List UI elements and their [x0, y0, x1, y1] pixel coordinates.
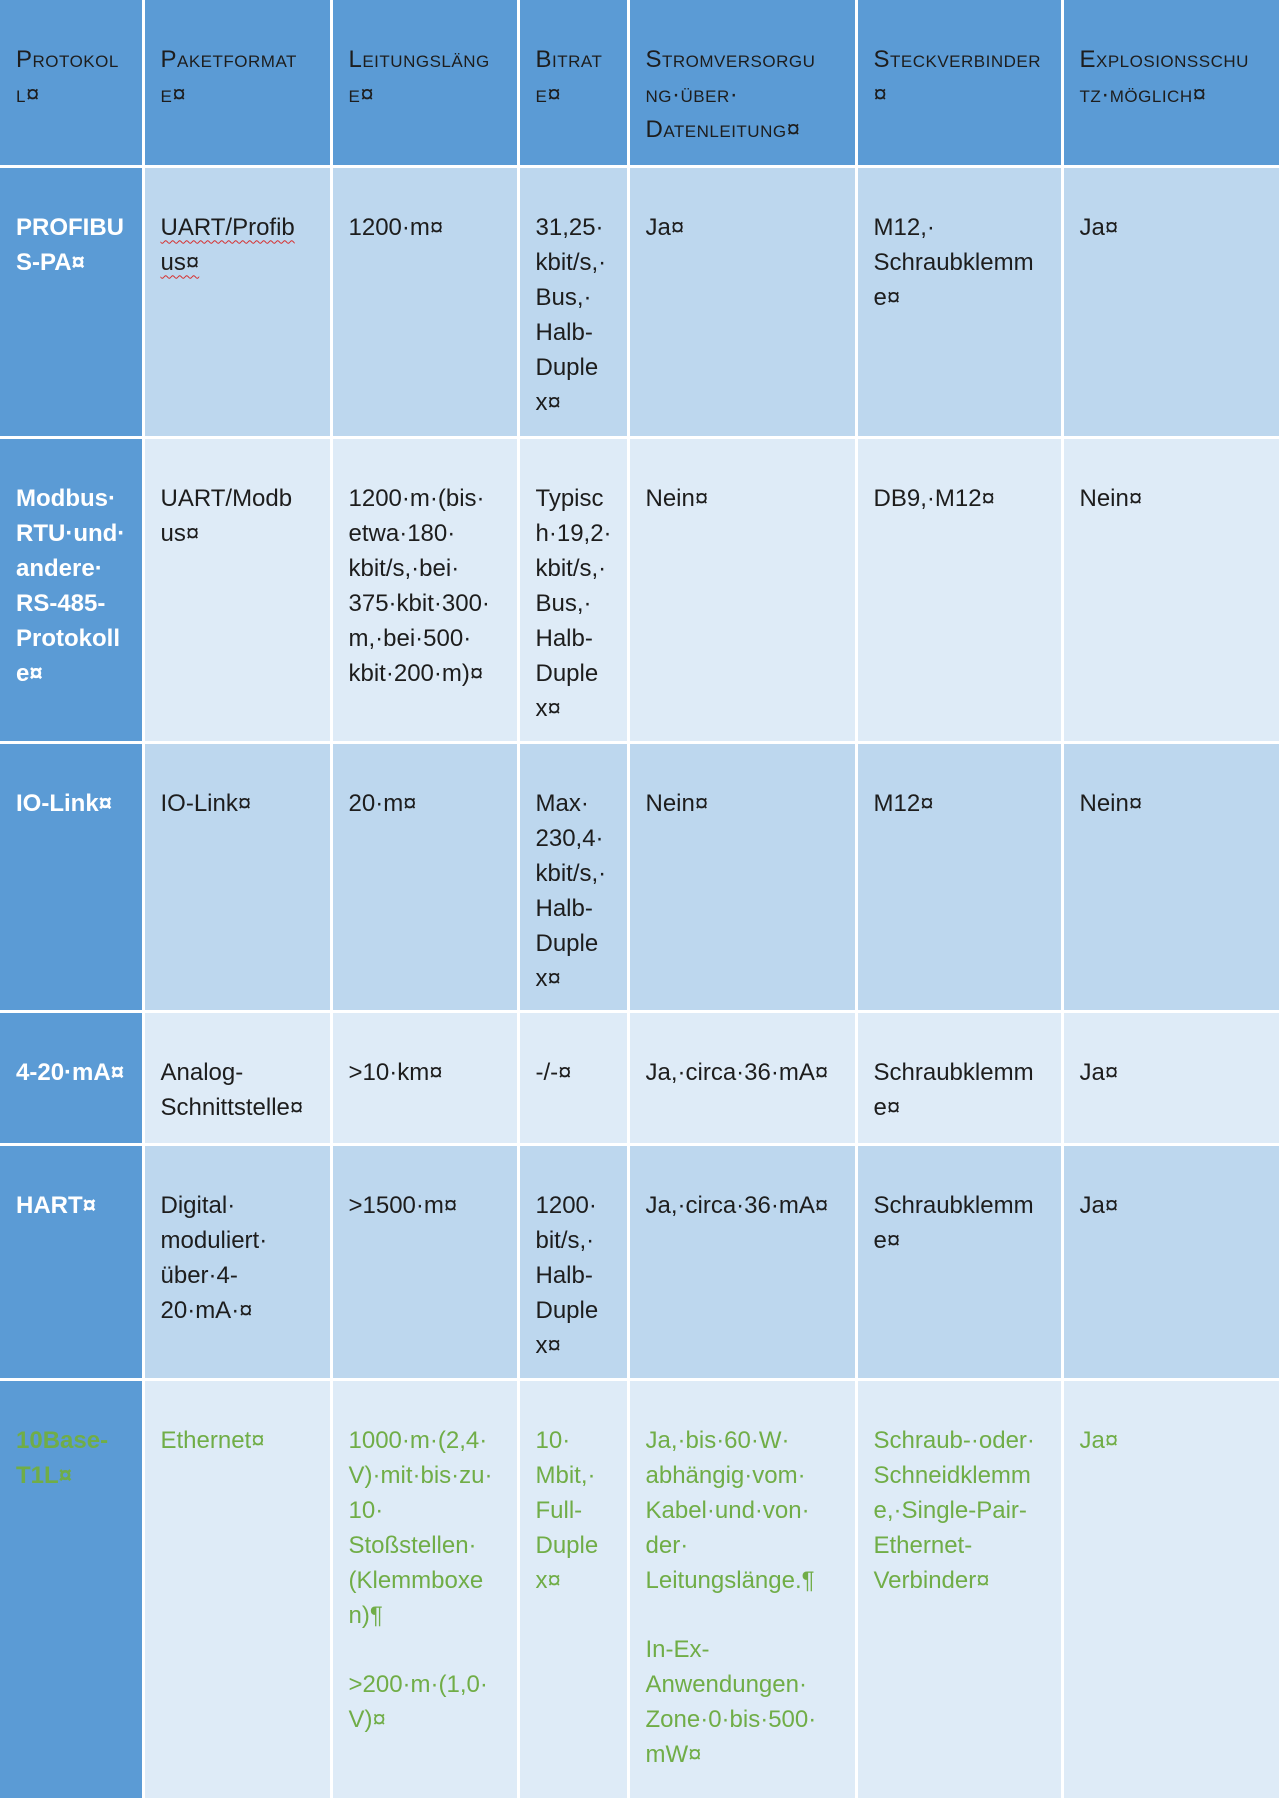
table-header-row — [0, 0, 1280, 166]
table-row — [0, 437, 1280, 742]
length-main: 1000·m·(2,4· V)·mit·bis·zu· 10· Stoßstellen· (Klemmboxe n)¶ — [348, 1426, 493, 1629]
power-main: Ja,·bis·60·W· abhängig·vom· Kabel·und·von· der· Leitungslänge.¶ — [645, 1426, 815, 1594]
cell-connector: Schraubklemm e¤ — [856, 1144, 1062, 1379]
cell-protocol: PROFIBU S-PA¤ — [0, 166, 143, 437]
cell-bitrate: Max· 230,4· kbit/s,· Halb- Duple x¤ — [518, 742, 628, 1011]
cell-protocol: 10Base- T1L¤ — [0, 1379, 143, 1799]
cell-ex: Ja¤ — [1062, 1011, 1280, 1144]
table-row — [0, 166, 1280, 437]
cell-format: Analog- Schnittstelle¤ — [143, 1011, 331, 1144]
cell-protocol: Modbus· RTU·und· andere· RS-485- Protokoll e¤ — [0, 437, 143, 742]
cell-power: Ja¤ — [628, 166, 856, 437]
header-explosion-protection: Explosionsschu tz·möglich¤ — [1062, 0, 1280, 166]
length-alt: >200·m·(1,0· V)¤ — [348, 1670, 488, 1733]
header-power-over-data: Stromversorgu ng·über· Datenleitung¤ — [628, 0, 856, 166]
table-row — [0, 1144, 1280, 1379]
cell-protocol: IO-Link¤ — [0, 742, 143, 1011]
header-bitrate: Bitrat e¤ — [518, 0, 628, 166]
cell-format: IO-Link¤ — [143, 742, 331, 1011]
cell-bitrate: 1200· bit/s,· Halb- Duple x¤ — [518, 1144, 628, 1379]
cell-length: 1200·m¤ — [331, 166, 518, 437]
table-row — [0, 1011, 1280, 1144]
power-ex: In-Ex- Anwendungen· Zone·0·bis·500· mW¤ — [645, 1635, 817, 1768]
cell-length: >1500·m¤ — [331, 1144, 518, 1379]
cell-power: Ja,·circa·36·mA¤ — [628, 1144, 856, 1379]
cell-ex: Ja¤ — [1062, 1379, 1280, 1799]
cell-bitrate: 31,25· kbit/s,· Bus,· Halb- Duple x¤ — [518, 166, 628, 437]
cell-bitrate: 10· Mbit,· Full- Duple x¤ — [518, 1379, 628, 1799]
header-packet-format: Paketformat e¤ — [143, 0, 331, 166]
cell-length: 1200·m·(bis· etwa·180· kbit/s,·bei· 375·kbit·300· m,·bei·500· kbit·200·m)¤ — [331, 437, 518, 742]
cell-power: Ja,·circa·36·mA¤ — [628, 1011, 856, 1144]
table-row — [0, 742, 1280, 1011]
cell-format: Ethernet¤ — [143, 1379, 331, 1799]
cell-connector: M12¤ — [856, 742, 1062, 1011]
cell-connector: DB9,·M12¤ — [856, 437, 1062, 742]
cell-ex: Nein¤ — [1062, 742, 1280, 1011]
cell-ex: Ja¤ — [1062, 166, 1280, 437]
cell-power: Nein¤ — [628, 437, 856, 742]
cell-protocol: 4-20·mA¤ — [0, 1011, 143, 1144]
cell-length — [331, 1379, 518, 1799]
header-connector: Steckverbinder¤ — [856, 0, 1062, 166]
header-protocol: Protokol l¤ — [0, 0, 143, 166]
cell-length: 20·m¤ — [331, 742, 518, 1011]
cell-format: UART/Profib us¤ — [143, 166, 331, 437]
cell-power: Nein¤ — [628, 742, 856, 1011]
cell-protocol: HART¤ — [0, 1144, 143, 1379]
header-cable-length: Leitungsläng e¤ — [331, 0, 518, 166]
cell-ex: Nein¤ — [1062, 437, 1280, 742]
cell-connector: Schraubklemm e¤ — [856, 1011, 1062, 1144]
table-row — [0, 1379, 1280, 1799]
cell-power — [628, 1379, 856, 1799]
cell-length: >10·km¤ — [331, 1011, 518, 1144]
cell-bitrate: -/-¤ — [518, 1011, 628, 1144]
cell-format: UART/Modb us¤ — [143, 437, 331, 742]
cell-format: Digital· moduliert· über·4-20·mA·¤ — [143, 1144, 331, 1379]
cell-connector: Schraub-·oder· Schneidklemm e,·Single-Pair- Ethernet- Verbinder¤ — [856, 1379, 1062, 1799]
cell-bitrate: Typisc h·19,2· kbit/s,· Bus,· Halb- Duple x¤ — [518, 437, 628, 742]
cell-ex: Ja¤ — [1062, 1144, 1280, 1379]
cell-connector: M12,· Schraubklemm e¤ — [856, 166, 1062, 437]
